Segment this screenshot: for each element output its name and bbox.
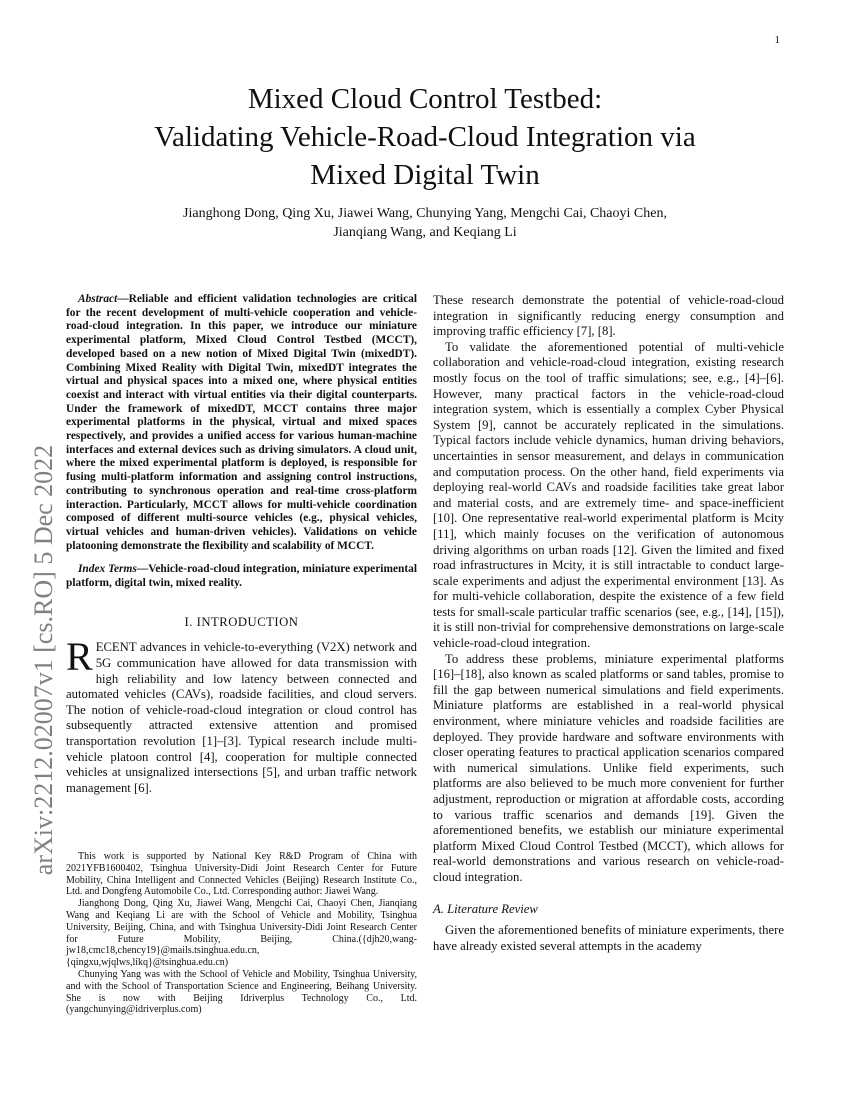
paper-title bbox=[66, 80, 784, 194]
footnotes bbox=[66, 851, 417, 1016]
title-line: Mixed Cloud Control Testbed: bbox=[247, 83, 603, 115]
left-column bbox=[66, 293, 417, 796]
body-paragraph: These research demonstrate the potential of vehicle-road-cloud integration in significantly reducing energy consumption and improving traffic efficiency [7], [8]. bbox=[433, 293, 784, 339]
title-line: Validating Vehicle-Road-Cloud Integration via bbox=[154, 121, 696, 153]
body-paragraph: Given the aforementioned benefits of miniature experiments, there have already existed several attempts in the academy bbox=[433, 923, 784, 953]
footnote-affiliation: Jianghong Dong, Qing Xu, Jiawei Wang, Mengchi Cai, Chaoyi Chen, Jianqiang Wang and Keqiang Li are with the School of Vehicle and Mobility, Tsinghua University, Beijing, China, and with Tsinghua University-Didi Joint Research Center for Future Mobility, Beijing, China.({djh20,wang-jw18,cmc18,chency19}@mails.tsinghua.edu.cn, {qingxu,wjqlws,likq}@tsinghua.edu.cn) bbox=[66, 898, 417, 969]
footnote-affiliation-secondary: Chunying Yang was with the School of Vehicle and Mobility, Tsinghua University, and with the School of Transportation Science and Engineering, Beihang University. She is now with Beijing Idriverplus Technology Co., Ltd. (yangchunying@idriverplus.com) bbox=[66, 968, 417, 1016]
author-list bbox=[66, 204, 784, 242]
section-heading-introduction: I. INTRODUCTION bbox=[184, 614, 299, 629]
body-paragraph: To validate the aforementioned potential of multi-vehicle collaboration and vehicle-road-cloud integration, existing research mostly focus on the tool of traffic simulations; see, e.g., [4]–[6]. However, many practical factors in the vehicle-road-cloud integration system, which is essentially a complex Cyber Physical System [9], cannot be accurately replicated in the simulations. Typical factors include vehicle dynamics, human driving behaviors, uncertainties in sensor measurement, and delays in communication and computation process. On the other hand, field experiments via deploying real-world CAVs and roadside facilities take great labor and material costs, and are extremely time- and space-inefficient [10]. One representative real-world experimental platform is Mcity [11], which mainly focuses on the verification of autonomous driving algorithms on urban roads [12]. Given the limited and fixed road infrastructures in Mcity, it is still intractable to conduct large-scale experiments and adjust the experimental environment [13]. As for multi-vehicle collaboration, despite the existence of a few field tests for small-scale particular traffic scenarios (see, e.g., [14], [15]), it is still non-trivial for comprehensive demonstrations on large-scale vehicle-road-cloud integration. bbox=[433, 339, 784, 651]
right-column bbox=[433, 293, 784, 954]
arxiv-identifier: arXiv:2212.02007v1 [cs.RO] 5 Dec 2022 bbox=[29, 444, 58, 876]
author-line: Jianghong Dong, Qing Xu, Jiawei Wang, Chunying Yang, Mengchi Cai, Chaoyi Chen, bbox=[183, 206, 667, 221]
title-line: Mixed Digital Twin bbox=[310, 159, 540, 191]
index-terms bbox=[66, 563, 417, 590]
page-number: 1 bbox=[774, 34, 780, 46]
abstract-lead: Abstract bbox=[78, 293, 118, 305]
intro-paragraph bbox=[66, 634, 417, 796]
index-terms-text: —Vehicle-road-cloud integration, miniature experimental platform, digital twin, mixed reality. bbox=[66, 563, 417, 590]
abstract bbox=[66, 293, 417, 553]
index-terms-lead: Index Terms bbox=[78, 563, 137, 576]
author-line: Jianqiang Wang, and Keqiang Li bbox=[333, 225, 517, 240]
body-paragraph: To address these problems, miniature experimental platforms [16]–[18], also known as scaled platforms or sand tables, promise to fill the gap between numerical simulations and field experiments. Miniature platforms are established in a real-world physical environment, where miniature vehicles and roadside facilities are deployed. They provide hardware and software environments with closer operating features to practical application scenarios compared with numerical simulations. Unlike field experiments, such platforms are also believed to be much more convenient for further adjustment, reproduction or migration at affordable costs, according to various traffic scenarios and demands [19]. Given the aforementioned benefits, we establish our miniature experimental platform Mixed Cloud Control Testbed (MCCT), which allows for real-world demonstrations and various research on vehicle-road-cloud integration. bbox=[433, 651, 784, 884]
intro-text: ECENT advances in vehicle-to-everything (V2X) network and 5G communication have allowed for data transmission with high reliability and low latency between connected and automated vehicles (CAVs), roadside facilities, and cloud servers. The notion of vehicle-road-cloud integration or cloud control has subsequently attracted extensive attention and promised transportation revolution [1]–[3]. Typical research include multi-vehicle platoon control [4], cooperation for multiple connected vehicles at unsignalized intersections [5], and urban traffic network management [6]. bbox=[66, 640, 417, 795]
subsection-heading-literature-review: A. Literature Review bbox=[433, 901, 538, 916]
footnote-funding: This work is supported by National Key R&D Program of China with 2021YFB1600402, Tsinghua University-Didi Joint Research Center for Future Mobility, China Intelligent and Connected Vehicles (Beijing) Research Institute Co., Ltd. and Dongfeng Automobile Co., Ltd. Corresponding author: Jiawei Wang. bbox=[66, 851, 417, 898]
drop-cap: R bbox=[66, 634, 93, 680]
abstract-text: —Reliable and efficient validation technologies are critical for the recent development of multi-vehicle cooperation and vehicle-road-cloud integration. In this paper, we introduce our miniature experimental platform, Mixed Cloud Control Testbed (MCCT), developed based on a new notion of Mixed Digital Twin (mixedDT). Combining Mixed Reality with Digital Twin, mixedDT integrates the virtual and physical spaces into a mixed one, where physical entities coexist and interact with virtual entities via their digital counterparts. Under the framework of mixedDT, MCCT contains three major experimental platforms in the physical, virtual and mixed spaces respectively, and provides a unified access for various human-machine interfaces and external devices such as driving simulators. A cloud unit, where the mixed experimental platform is deployed, is responsible for fusing multi-platform information and assigning control instructions, contributing to synchronous operation and real-time cross-platform interaction. Particularly, MCCT allows for multi-vehicle coordination composed of different multi-source vehicles (e.g., physical vehicles, virtual vehicles and human-driven vehicles). Validations on vehicle platooning demonstrate the flexibility and scalability of MCCT. bbox=[66, 293, 417, 552]
